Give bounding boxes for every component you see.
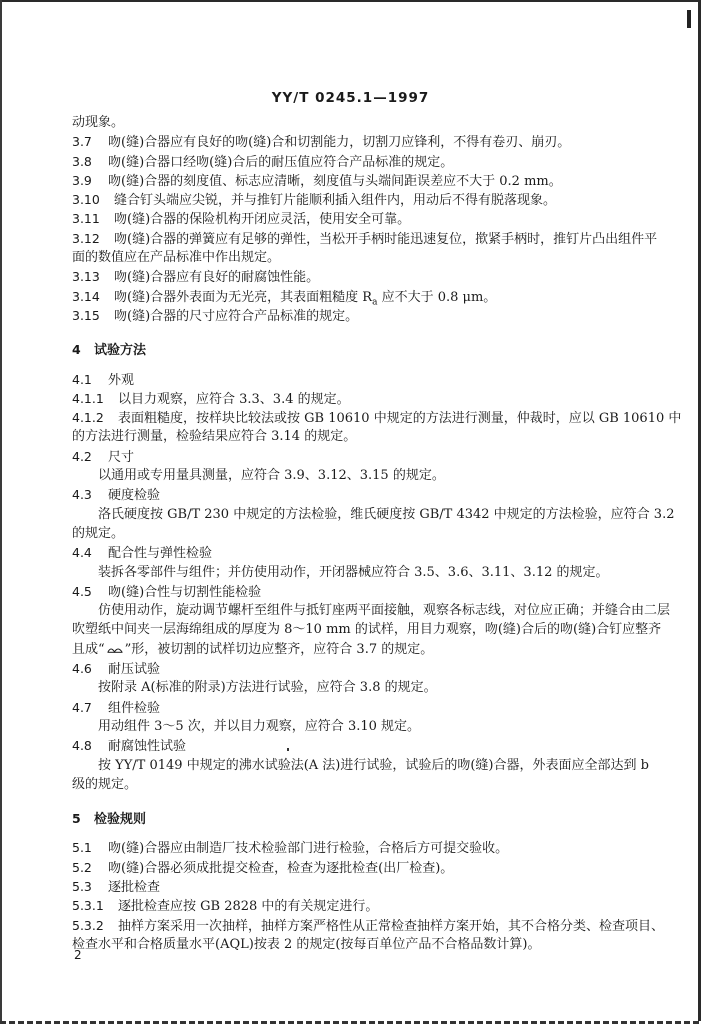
text-line: 面的数值应在产品标准中作出规定。 <box>72 250 281 266</box>
section-number: 4 <box>72 342 81 358</box>
clause-5-1 <box>72 838 638 857</box>
clause-number: 4.1 <box>72 371 92 387</box>
clause-4-6 <box>72 659 638 678</box>
scan-corner-mark <box>687 10 691 28</box>
text-line: 动现象。 <box>72 115 125 130</box>
clause-text: 缝合钉头端应尖锐，并与推钉片能顺利插入组件内，用动后不得有脱落现象。 <box>114 193 557 209</box>
clause-text: 吻(缝)合器的尺寸应符合产品标准的规定。 <box>114 308 359 324</box>
clause-4-5 <box>72 582 638 601</box>
clause-3-13 <box>72 267 638 286</box>
clause-text: 吻(缝)合器的保险机构开闭应灵活，使用安全可靠。 <box>114 212 411 228</box>
clause-number: 3.10 <box>72 192 100 208</box>
text-line: 按附录 A(标准的附录)方法进行试验，应符合 3.8 的规定。 <box>98 680 437 696</box>
text-line: 洛氏硬度按 GB/T 230 中规定的方法检验，维氏硬度按 GB/T 4342 中规定的方法检验，应符合 3.2 <box>98 506 675 522</box>
clause-text: 以目力观察，应符合 3.3、3.4 的规定。 <box>118 391 350 407</box>
clause-text: 尺寸 <box>108 449 135 465</box>
clause-number: 4.3 <box>72 487 92 503</box>
text-line: 装拆各零部件与组件；并仿使用动作，开闭器械应符合 3.5、3.6、3.11、3.12 的规定。 <box>98 564 609 580</box>
clause-text: 外观 <box>108 372 135 388</box>
clause-text: 吻(缝)合性与切割性能检验 <box>108 584 262 600</box>
clause-text: 硬度检验 <box>108 488 161 504</box>
clause-4-4 <box>72 543 638 562</box>
clause-text: 组件检验 <box>108 700 161 716</box>
clause-number: 3.7 <box>72 134 92 150</box>
page-number: 2 <box>74 948 82 962</box>
clause-text: 吻(缝)合器应由制造厂技术检验部门进行检验，合格后方可提交验收。 <box>108 841 509 857</box>
roughness-subscript: a <box>372 297 378 308</box>
clause-text: 耐压试验 <box>108 662 161 678</box>
clause-number: 5.3.2 <box>72 917 104 933</box>
text-line: 用动组件 3～5 次，并以目力观察，应符合 3.10 规定。 <box>98 718 421 734</box>
clause-text: 吻(缝)合器应有良好的吻(缝)合和切割能力，切割刀应锋利，不得有卷刃、崩刃。 <box>108 135 571 151</box>
clause-4-1-1 <box>72 389 638 408</box>
clause-text: 吻(缝)合器口经吻(缝)合后的耐压值应符合产品标准的规定。 <box>108 154 454 170</box>
clause-number: 3.12 <box>72 230 100 246</box>
clause-text: 吻(缝)合器的弹簧应有足够的弹性，当松开手柄时能迅速复位，揿紧手柄时，推钉片凸出组件平 <box>114 231 658 247</box>
text-line: 仿使用动作，旋动调节螺杆至组件与抵钉座两平面接触，观察各标志线，对位应正确；并缝合由二层 <box>98 603 671 619</box>
clause-number: 5.2 <box>72 859 92 875</box>
clause-4-8 <box>72 736 638 755</box>
clause-text: 吻(缝)合器的刻度值、标志应清晰，刻度值与头端间距误差应不大于 0.2 mm。 <box>108 173 562 189</box>
clause-5-3 <box>72 877 638 896</box>
clause-number: 4.5 <box>72 583 92 599</box>
clause-number: 4.7 <box>72 699 92 715</box>
standard-header: YY/T 0245.1—1997 <box>271 90 430 106</box>
clause-text: 表面粗糙度，按样块比较法或按 GB 10610 中规定的方法进行测量，仲裁时，应以 GB 10610 中 <box>118 411 682 427</box>
clause-text: 逐批检查 <box>108 879 161 895</box>
clause-text: 耐腐蚀性试验 <box>108 739 187 755</box>
clause-number: 3.8 <box>72 153 92 169</box>
clause-5-3-1 <box>72 896 638 915</box>
clause-3-7 <box>72 132 638 151</box>
clause-number: 3.14 <box>72 288 100 304</box>
text-line: 的规定。 <box>72 525 125 541</box>
clause-text: 吻(缝)合器外表面为无光亮，其表面粗糙度 R <box>114 289 373 305</box>
scan-speck <box>287 748 289 751</box>
section-title: 检验规则 <box>94 812 147 828</box>
section-title: 试验方法 <box>94 343 147 359</box>
clause-number: 3.13 <box>72 269 100 285</box>
clause-text: 抽样方案采用一次抽样，抽样方案严格性从正常检查抽样方案开始，其不合格分类、检查项目、 <box>118 918 665 934</box>
scan-edge-left <box>0 0 2 1024</box>
clause-3-9 <box>72 171 638 190</box>
document-body <box>72 113 682 954</box>
clause-4-3 <box>72 485 638 504</box>
clause-5-3-2 <box>72 916 665 935</box>
clause-number: 3.15 <box>72 307 100 323</box>
clause-number: 3.9 <box>72 172 92 188</box>
text-line: 以通用或专用量具测量，应符合 3.9、3.12、3.15 的规定。 <box>98 468 445 484</box>
clause-number: 5.1 <box>72 840 92 856</box>
section-4-heading <box>72 340 638 359</box>
clause-3-15 <box>72 306 638 325</box>
clause-number: 4.8 <box>72 738 92 754</box>
text-line: 按 YY/T 0149 中规定的沸水试验法(A 法)进行试验，试验后的吻(缝)合器，外表面应全部达到 b <box>98 757 649 773</box>
clause-5-2 <box>72 858 638 877</box>
clause-4-1-2 <box>72 408 682 427</box>
clause-number: 4.1.1 <box>72 390 104 406</box>
text-line: 的方法进行测量，检验结果应符合 3.14 的规定。 <box>72 429 357 445</box>
clause-number: 5.3 <box>72 878 92 894</box>
clause-text-tail: 应不大于 0.8 μm。 <box>377 289 497 305</box>
clause-number: 4.4 <box>72 545 92 561</box>
clause-4-2 <box>72 447 638 466</box>
clause-number: 5.3.1 <box>72 898 104 914</box>
text-segment: 且成“ <box>72 641 105 657</box>
section-number: 5 <box>72 811 81 827</box>
clause-3-10 <box>72 190 638 209</box>
clause-number: 4.2 <box>72 448 92 464</box>
text-line-with-staple-shape <box>72 640 638 659</box>
clause-number: 4.6 <box>72 661 92 677</box>
text-segment: ”形，被切割的试样切边应整齐，应符合 3.7 的规定。 <box>124 641 434 657</box>
clause-4-1 <box>72 370 638 389</box>
clause-3-8 <box>72 152 638 171</box>
text-line: 检查水平和合格质量水平(AQL)按表 2 的规定(按每百单位产品不合格品数计算)。 <box>72 936 541 952</box>
clause-number: 4.1.2 <box>72 410 104 426</box>
clause-text: 吻(缝)合器必须成批提交检查，检查为逐批检查(出厂检查)。 <box>108 860 454 876</box>
clause-3-12 <box>72 229 658 248</box>
section-5-heading <box>72 809 638 828</box>
clause-text: 逐批检查应按 GB 2828 中的有关规定进行。 <box>118 899 379 915</box>
clause-3-11 <box>72 209 638 228</box>
clause-text: 配合性与弹性检验 <box>108 546 213 562</box>
text-line: 级的规定。 <box>72 776 138 792</box>
text-line: 吹塑纸中间夹一层海绵组成的厚度为 8～10 mm 的试样，用目力观察，吻(缝)合后的吻(缝)合钉应整齐 <box>72 622 662 638</box>
clause-number: 3.11 <box>72 211 100 227</box>
clause-3-14 <box>72 287 638 306</box>
staple-b-shape-icon <box>107 646 123 653</box>
clause-text: 吻(缝)合器应有良好的耐腐蚀性能。 <box>114 270 320 286</box>
clause-4-7 <box>72 698 638 717</box>
scan-edge-top <box>0 0 701 2</box>
